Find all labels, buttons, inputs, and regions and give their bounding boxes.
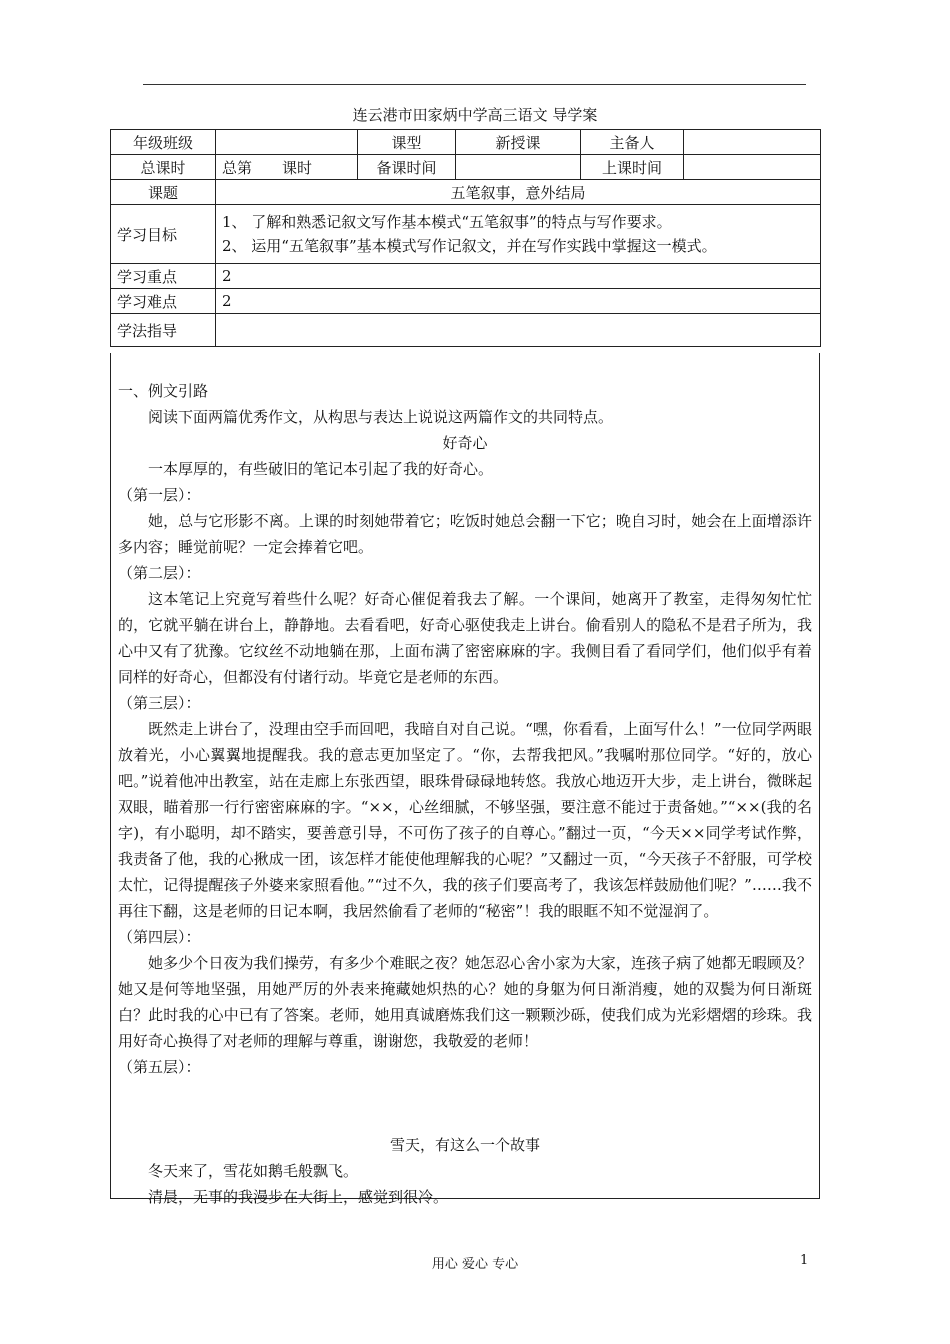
topic-label: 课题 — [111, 180, 216, 205]
total-hours-value: 总第 课时 — [216, 155, 358, 180]
table-row — [111, 264, 821, 289]
essay1-paragraph: 这本笔记上究竟写着些什么呢？好奇心催促着我去了解。一个课间，她离开了教室，走得匆匆忙忙的，它就平躺在讲台上，静静地。去看看吧，好奇心驱使我走上讲台。偷看别人的隐私不是君子所为，我心中又有了犹豫。它纹丝不动地躺在那，上面布满了密密麻麻的字。我侧目看了看同学们，他们似乎有着同样的好奇心，但都没有付诸行动。毕竟它是老师的东西。 — [118, 590, 812, 686]
grade-label: 年级班级 — [111, 130, 216, 155]
layer-label: （第三层）： — [118, 694, 201, 712]
essay2-paragraph: 冬天来了，雪花如鹅毛般飘飞。 — [148, 1162, 359, 1180]
focus-value: 2 — [216, 264, 821, 289]
table-row — [111, 314, 821, 347]
class-time-value — [684, 155, 821, 180]
essay2-paragraph: 清晨，无事的我漫步在大街上，感觉到很冷。 — [148, 1188, 449, 1206]
prep-time-value — [456, 155, 581, 180]
instruction: 阅读下面两篇优秀作文，从构思与表达上说说这两篇作文的共同特点。 — [148, 408, 614, 426]
layer-label: （第四层）： — [118, 928, 201, 946]
goal-item: 2、 运用“五笔叙事”基本模式写作记叙文，并在写作实践中掌握这一模式。 — [222, 237, 717, 255]
layer-label: （第五层）： — [118, 1058, 201, 1076]
preparer-label: 主备人 — [581, 130, 684, 155]
section-heading: 一、例文引路 — [118, 382, 209, 400]
difficulty-value: 2 — [216, 289, 821, 314]
essay1-paragraph: 一本厚厚的，有些破旧的笔记本引起了我的好奇心。 — [148, 460, 494, 478]
footer-motto: 用心 爱心 专心 — [431, 1257, 519, 1272]
info-table — [110, 129, 821, 347]
table-row — [111, 130, 821, 155]
essay1-title: 好奇心 — [442, 434, 488, 452]
total-hours-label: 总课时 — [111, 155, 216, 180]
essay2-title: 雪天，有这么一个故事 — [389, 1136, 540, 1154]
table-row — [111, 155, 821, 180]
type-value: 新授课 — [456, 130, 581, 155]
class-time-label: 上课时间 — [581, 155, 684, 180]
goals-list — [216, 205, 821, 264]
table-row — [111, 205, 821, 264]
focus-label: 学习重点 — [111, 264, 216, 289]
topic-value: 五笔叙事，意外结局 — [216, 180, 821, 205]
goals-label: 学习目标 — [111, 205, 216, 264]
spacer — [118, 1080, 812, 1132]
essay1-paragraph: 既然走上讲台了，没理由空手而回吧，我暗自对自己说。“嘿，你看看，上面写什么！”一位同学两眼放着光，小心翼翼地提醒我。我的意志更加坚定了。“你，去帮我把风。”我嘱咐那位同学。“好的，放心吧。”说着他冲出教室，站在走廊上东张西望，眼珠骨碌碌地转悠。我放心地迈开大步，走上讲台，微眯起双眼，瞄着那一行行密密麻麻的字。“××，心丝细腻，不够坚强，要注意不能过于责备她。”“××(我的名字)，有小聪明，却不踏实，要善意引导，不可伤了孩子的自尊心。”翻过一页，“今天××同学考试作弊，我责备了他，我的心揪成一团，该怎样才能使他理解我的心呢？”又翻过一页，“今天孩子不舒服，可学校太忙，记得提醒孩子外婆来家照看他。”“过不久，我的孩子们要高考了，我该怎样鼓励他们呢？”……我不再往下翻，这是老师的日记本啊，我居然偷看了老师的“秘密”！我的眼眶不知不觉湿润了。 — [118, 720, 812, 920]
table-row — [111, 289, 821, 314]
layer-label: （第一层）： — [118, 486, 201, 504]
method-label: 学法指导 — [111, 314, 216, 347]
prep-time-label: 备课时间 — [358, 155, 456, 180]
content-area — [118, 378, 812, 1210]
difficulty-label: 学习难点 — [111, 289, 216, 314]
goal-item: 1、 了解和熟悉记叙文写作基本模式“五笔叙事”的特点与写作要求。 — [222, 213, 672, 231]
grade-value — [216, 130, 358, 155]
page-number: 1 — [800, 1253, 809, 1268]
essay1-paragraph: 她多少个日夜为我们操劳，有多少个难眠之夜？她怎忍心舍小家为大家，连孩子病了她都无暇顾及？她又是何等地坚强，用她严厉的外表来掩藏她炽热的心？她的身躯为何日渐消瘦，她的双鬓为何日渐斑白？此时我的心中已有了答案。老师，她用真诚磨炼我们这一颗颗沙砾，使我们成为光彩熠熠的珍珠。我用好奇心换得了对老师的理解与尊重，谢谢您，我敬爱的老师！ — [118, 954, 812, 1050]
layer-label: （第二层）： — [118, 564, 201, 582]
table-row — [111, 180, 821, 205]
preparer-value — [684, 130, 821, 155]
type-label: 课型 — [358, 130, 456, 155]
method-value — [216, 314, 821, 347]
essay1-paragraph: 她，总与它形影不离。上课的时刻她带着它；吃饭时她总会翻一下它；晚自习时，她会在上面增添许多内容；睡觉前呢？一定会捧着它吧。 — [118, 512, 812, 556]
document-title: 连云港市田家炳中学高三语文 导学案 — [352, 106, 598, 124]
top-rule — [143, 84, 806, 85]
